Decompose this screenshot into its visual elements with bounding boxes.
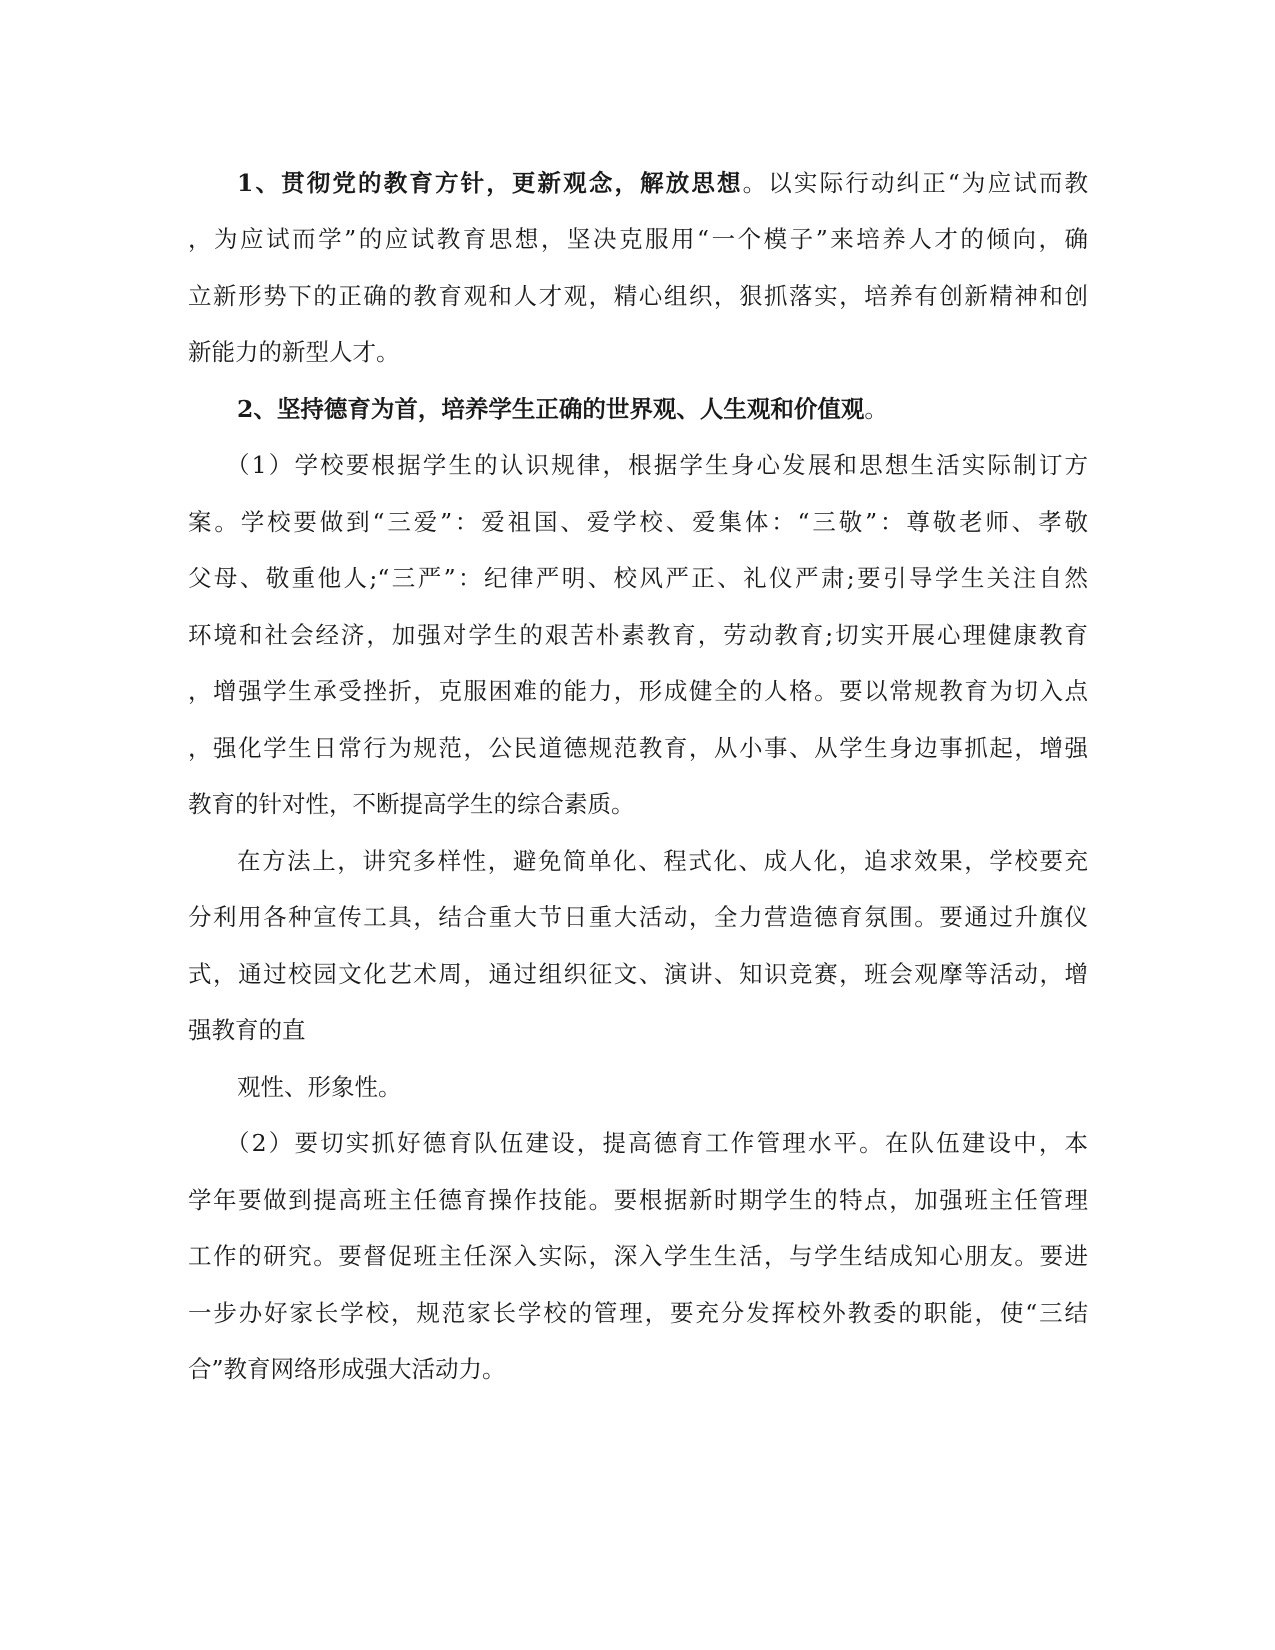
paragraph-1-line-3: 立新形势下的正确的教育观和人才观，精心组织，狠抓落实，培养有创新精神和创 <box>188 282 1088 310</box>
paragraph-4-line-1: 在方法上，讲究多样性，避免简单化、程式化、成人化，追求效果，学校要充 <box>237 847 1088 875</box>
section-1-heading: 1、贯彻党的教育方针，更新观念，解放思想 <box>237 169 743 197</box>
section-2-heading: 2、坚持德育为首，培养学生正确的世界观、人生观和价值观 <box>237 395 865 423</box>
paragraph-4-line-3: 式，通过校园文化艺术周，通过组织征文、演讲、知识竞赛，班会观摩等活动，增 <box>188 960 1088 988</box>
paragraph-2-line-1 <box>237 389 1088 429</box>
paragraph-1-line-2: ，为应试而学”的应试教育思想，坚决克服用“一个模子”来培养人才的倾向，确 <box>188 225 1088 253</box>
section-2-heading-tail: 。 <box>864 395 888 423</box>
paragraph-1-line-4: 新能力的新型人才。 <box>188 338 400 366</box>
paragraph-6-line-5: 合”教育网络形成强大活动力。 <box>188 1355 506 1383</box>
paragraph-6-line-1: （2）要切实抓好德育队伍建设，提高德育工作管理水平。在队伍建设中，本 <box>226 1129 1088 1157</box>
paragraph-3-line-2: 案。学校要做到“三爱”：爱祖国、爱学校、爱集体：“三敬”：尊敬老师、孝敬 <box>188 508 1088 536</box>
paragraph-1-line-1 <box>237 163 1088 203</box>
paragraph-6-line-3: 工作的研究。要督促班主任深入实际，深入学生生活，与学生结成知心朋友。要进 <box>188 1242 1088 1270</box>
paragraph-3-line-7: 教育的针对性，不断提高学生的综合素质。 <box>188 790 635 818</box>
paragraph-3-line-3: 父母、敬重他人;“三严”：纪律严明、校风严正、礼仪严肃;要引导学生关注自然 <box>188 564 1088 592</box>
paragraph-3-line-6: ，强化学生日常行为规范，公民道德规范教育，从小事、从学生身边事抓起，增强 <box>188 734 1088 762</box>
paragraph-3-line-5: ，增强学生承受挫折，克服困难的能力，形成健全的人格。要以常规教育为切入点 <box>188 677 1088 705</box>
paragraph-3-line-4: 环境和社会经济，加强对学生的艰苦朴素教育，劳动教育;切实开展心理健康教育 <box>188 621 1088 649</box>
paragraph-1-line-1-rest: 。以实际行动纠正“为应试而教 <box>742 169 1088 197</box>
paragraph-3-line-1: （1）学校要根据学生的认识规律，根据学生身心发展和思想生活实际制订方 <box>226 451 1088 479</box>
paragraph-6-line-2: 学年要做到提高班主任德育操作技能。要根据新时期学生的特点，加强班主任管理 <box>188 1186 1088 1214</box>
paragraph-4-line-4: 强教育的直 <box>188 1016 306 1044</box>
paragraph-4-line-2: 分利用各种宣传工具，结合重大节日重大活动，全力营造德育氛围。要通过升旗仪 <box>188 903 1088 931</box>
paragraph-6-line-4: 一步办好家长学校，规范家长学校的管理，要充分发挥校外教委的职能，使“三结 <box>188 1299 1088 1327</box>
paragraph-5-line-1: 观性、形象性。 <box>237 1073 402 1101</box>
